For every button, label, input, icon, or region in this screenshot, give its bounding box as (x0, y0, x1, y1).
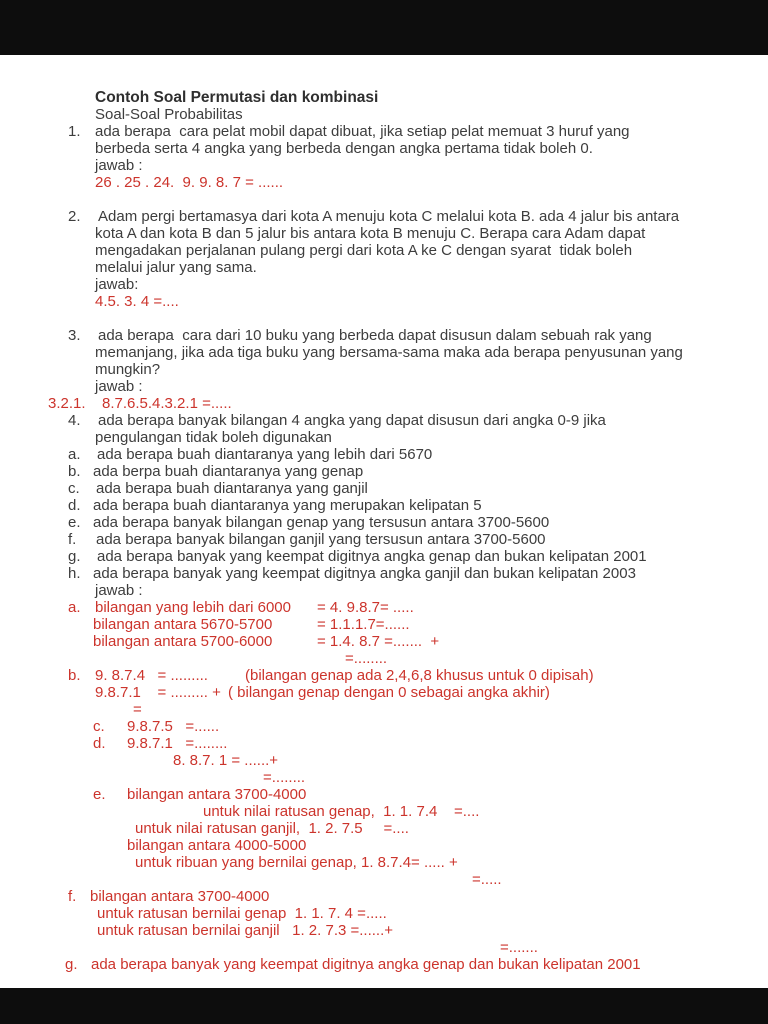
text-segment: bilangan antara 5670-5700 (93, 616, 273, 633)
doc-line (0, 327, 768, 344)
answer-line (0, 752, 768, 769)
doc-line (0, 157, 768, 174)
text-segment: 2. (68, 208, 81, 225)
text-segment: ada berapa cara pelat mobil dapat dibuat, jika setiap pelat memuat 3 huruf yang (95, 123, 630, 140)
answer-line (0, 820, 768, 837)
text-segment: = 1.1.1.7=...... (317, 616, 410, 633)
text-segment: untuk ratusan bernilai ganjil 1. 2. 7.3 =......+ (97, 922, 394, 939)
text-segment: 8. 8.7. 1 = ......+ (173, 752, 279, 769)
text-segment: pengulangan tidak boleh digunakan (95, 429, 332, 446)
answer-line (0, 956, 768, 973)
document-page (0, 55, 768, 988)
text-segment: kota A dan kota B dan 5 jalur bis antara kota B menuju C. Berapa cara Adam dapat (95, 225, 646, 242)
text-segment: mengadakan perjalanan pulang pergi dari kota A ke C dengan syarat tidak boleh (95, 242, 633, 259)
answer-line (0, 701, 768, 718)
text-segment: e. (68, 514, 81, 531)
text-segment: =....... (500, 939, 538, 956)
text-segment: b. (68, 463, 81, 480)
text-segment: 4.5. 3. 4 =.... (95, 293, 179, 310)
text-segment: c. (68, 480, 80, 497)
text-segment: ada berapa banyak yang keempat digitnya angka ganjil dan bukan kelipatan 2003 (93, 565, 636, 582)
answer-line (0, 769, 768, 786)
text-segment: 9.8.7.5 =...... (127, 718, 220, 735)
text-segment: =........ (345, 650, 388, 667)
answer-line (0, 786, 768, 803)
text-segment: 3.2.1. (48, 395, 86, 412)
text-segment: f. (68, 531, 77, 548)
text-segment: d. (68, 497, 81, 514)
text-segment: ada berapa banyak yang keempat digitnya angka genap dan bukan kelipatan 2001 (97, 548, 647, 565)
doc-line (0, 225, 768, 242)
text-segment: = (133, 701, 142, 718)
text-segment: g. (65, 956, 78, 973)
text-segment: melalui jalur yang sama. (95, 259, 257, 276)
page-title (0, 89, 768, 106)
text-segment: bilangan antara 4000-5000 (127, 837, 307, 854)
text-segment: jawab : (95, 157, 143, 174)
text-segment: = 4. 9.8.7= ..... (317, 599, 414, 616)
answer-line (0, 939, 768, 956)
answer-line (0, 854, 768, 871)
text-segment: Soal-Soal Probabilitas (95, 106, 243, 123)
answer-line (0, 803, 768, 820)
text-segment: ( bilangan genap dengan 0 sebagai angka akhir) (228, 684, 550, 701)
answer-line (0, 667, 768, 684)
text-segment: jawab : (95, 378, 143, 395)
text-segment: untuk nilai ratusan genap, 1. 1. 7.4 =.... (203, 803, 480, 820)
text-segment: e. (93, 786, 106, 803)
doc-line (0, 242, 768, 259)
text-segment: bilangan antara 3700-4000 (127, 786, 307, 803)
text-segment: berbeda serta 4 angka yang berbeda dengan angka pertama tidak boleh 0. (95, 140, 593, 157)
doc-line (0, 497, 768, 514)
text-segment: untuk nilai ratusan ganjil, 1. 2. 7.5 =.... (135, 820, 409, 837)
doc-line (0, 276, 768, 293)
doc-line (0, 480, 768, 497)
letterbox-bottom-bar (0, 988, 768, 1024)
text-segment: =........ (263, 769, 306, 786)
answer-line (0, 905, 768, 922)
text-segment: a. (68, 446, 81, 463)
text-segment: mungkin? (95, 361, 161, 378)
text-segment: memanjang, jika ada tiga buku yang bersama-sama maka ada berapa penyusunan yang (95, 344, 683, 361)
blank-line (0, 191, 768, 208)
answer-line (0, 888, 768, 905)
doc-line (0, 463, 768, 480)
doc-line (0, 531, 768, 548)
text-segment: 3. (68, 327, 81, 344)
text-segment: h. (68, 565, 81, 582)
text-segment: 8.7.6.5.4.3.2.1 =..... (102, 395, 232, 412)
text-segment: 4. (68, 412, 81, 429)
doc-line (0, 429, 768, 446)
text-segment: ada berapa cara dari 10 buku yang berbeda dapat disusun dalam sebuah rak yang (98, 327, 652, 344)
text-segment: b. (68, 667, 81, 684)
text-segment: bilangan antara 5700-6000 (93, 633, 273, 650)
letterbox-top-bar (0, 0, 768, 55)
doc-line (0, 106, 768, 123)
doc-line (0, 514, 768, 531)
text-segment: untuk ribuan yang bernilai genap, 1. 8.7.4= ..... + (135, 854, 458, 871)
text-segment: bilangan antara 3700-4000 (90, 888, 270, 905)
text-segment: ada berapa banyak bilangan genap yang tersusun antara 3700-5600 (93, 514, 550, 531)
text-segment: ada berapa banyak bilangan 4 angka yang dapat disusun dari angka 0-9 jika (98, 412, 606, 429)
answer-line (0, 633, 768, 650)
answer-line (0, 718, 768, 735)
text-segment: =..... (472, 871, 502, 888)
text-segment: 9. 8.7.4 = ......... (95, 667, 208, 684)
text-segment: (bilangan genap ada 2,4,6,8 khusus untuk 0 dipisah) (245, 667, 594, 684)
answer-line (0, 174, 768, 191)
text-segment: Contoh Soal Permutasi dan kombinasi (95, 89, 379, 106)
answer-line (0, 871, 768, 888)
text-segment: ada berapa banyak bilangan ganjil yang tersusun antara 3700-5600 (96, 531, 546, 548)
answer-line (0, 616, 768, 633)
doc-line (0, 259, 768, 276)
answer-line (0, 922, 768, 939)
blank-line (0, 310, 768, 327)
doc-line (0, 565, 768, 582)
text-segment: ada berapa buah diantaranya yang lebih dari 5670 (97, 446, 433, 463)
text-segment: 1. (68, 123, 81, 140)
doc-line (0, 582, 768, 599)
text-segment: 9.8.7.1 =........ (127, 735, 228, 752)
doc-line (0, 446, 768, 463)
text-segment: bilangan yang lebih dari 6000 (95, 599, 291, 616)
text-segment: 9.8.7.1 = ......... + (95, 684, 221, 701)
text-segment: jawab: (95, 276, 139, 293)
text-segment: ada berapa banyak yang keempat digitnya angka genap dan bukan kelipatan 2001 (91, 956, 641, 973)
text-segment: c. (93, 718, 105, 735)
text-segment: untuk ratusan bernilai genap 1. 1. 7. 4 =..... (97, 905, 387, 922)
text-segment: d. (93, 735, 106, 752)
doc-line (0, 412, 768, 429)
doc-line (0, 378, 768, 395)
doc-line (0, 208, 768, 225)
text-segment: ada berapa buah diantaranya yang merupakan kelipatan 5 (93, 497, 482, 514)
text-segment: 26 . 25 . 24. 9. 9. 8. 7 = ...... (95, 174, 284, 191)
answer-line (0, 837, 768, 854)
answer-line (0, 650, 768, 667)
text-segment: = 1.4. 8.7 =....... + (317, 633, 440, 650)
answer-line (0, 735, 768, 752)
text-segment: f. (68, 888, 77, 905)
answer-line (0, 293, 768, 310)
text-segment: g. (68, 548, 81, 565)
text-segment: Adam pergi bertamasya dari kota A menuju kota C melalui kota B. ada 4 jalur bis antara (98, 208, 680, 225)
answer-line (0, 395, 768, 412)
doc-line (0, 344, 768, 361)
answer-line (0, 599, 768, 616)
text-segment: jawab : (95, 582, 143, 599)
text-segment: ada berpa buah diantaranya yang genap (93, 463, 364, 480)
doc-line (0, 140, 768, 157)
text-segment: ada berapa buah diantaranya yang ganjil (96, 480, 368, 497)
doc-line (0, 548, 768, 565)
doc-line (0, 361, 768, 378)
text-segment: a. (68, 599, 81, 616)
answer-line (0, 684, 768, 701)
doc-line (0, 123, 768, 140)
